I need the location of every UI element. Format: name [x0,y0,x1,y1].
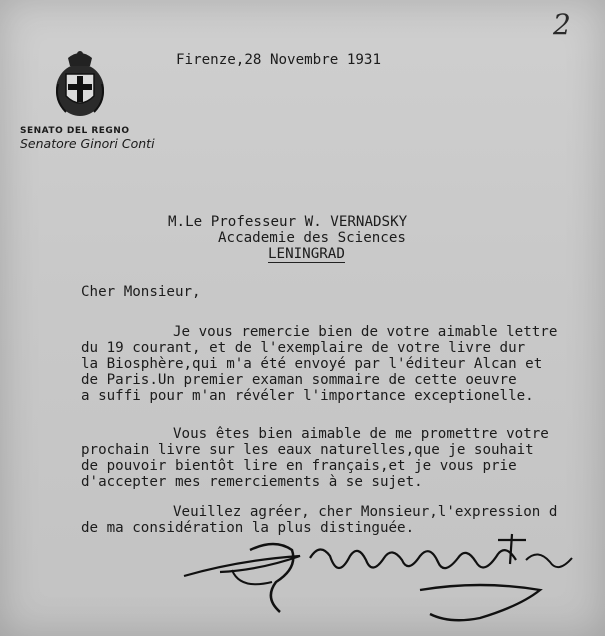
body-line: Je vous remercie bien de votre aimable lettre [173,324,558,340]
salutation: Cher Monsieur, [81,284,201,300]
recipient-name: M.Le Professeur W. VERNADSKY [168,214,408,230]
body-line: d'accepter mes remerciements à se sujet. [81,474,423,490]
recipient-city: LENINGRAD [268,246,345,262]
royal-crest-icon [48,44,112,120]
recipient-institution: Accademie des Sciences [218,230,406,246]
date-line: Firenze,28 Novembre 1931 [176,52,381,68]
letterhead-institution: SENATO DEL REGNO [20,126,130,136]
body-line: du 19 courant, et de l'exemplaire de votre livre dur [81,340,526,356]
body-line: la Biosphère,qui m'a été envoyé par l'éditeur Alcan et [81,356,543,372]
handwritten-signature [180,520,580,630]
page-number: 2 [553,8,571,41]
closing-line: Veuillez agréer, cher Monsieur,l'expression d [173,504,558,520]
closing-line: de ma considération la plus distinguée. [81,520,415,536]
body-line: prochain livre sur les eaux naturelles,que je souhait [81,442,534,458]
letterhead-sender: Senatore Ginori Conti [20,136,155,151]
body-line: de Paris.Un premier examan sommaire de cette oeuvre [81,372,517,388]
body-line: a suffi pour m'an révéler l'importance exceptionelle. [81,388,534,404]
body-line: de pouvoir bientôt lire en français,et je vous prie [81,458,517,474]
body-line: Vous êtes bien aimable de me promettre votre [173,426,549,442]
